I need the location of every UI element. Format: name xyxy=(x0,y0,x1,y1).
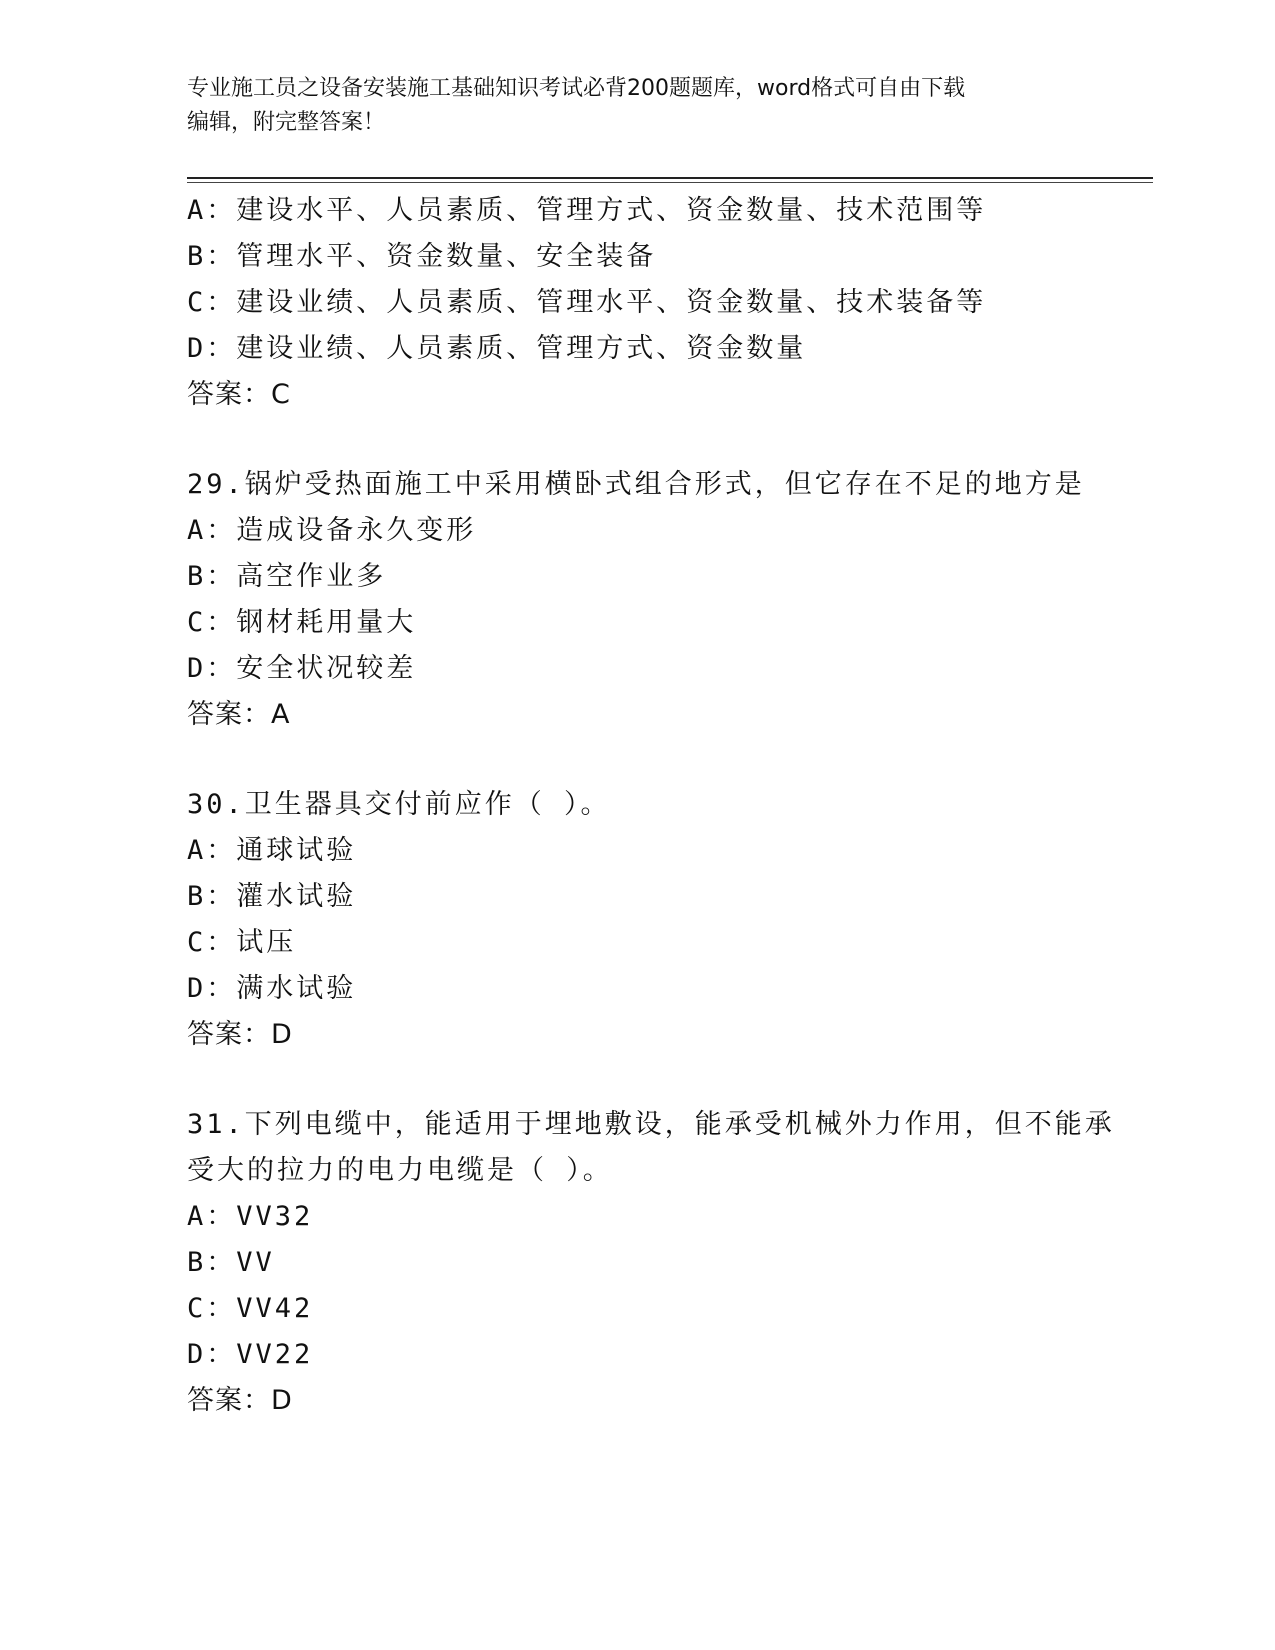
question-28 xyxy=(187,188,1087,418)
answer: 答案：C xyxy=(187,379,291,410)
option-b: B：高空作业多 xyxy=(187,561,387,592)
answer: 答案：A xyxy=(187,699,291,730)
option-a: A：造成设备永久变形 xyxy=(187,515,477,546)
question-text-line-2: 受大的拉力的电力电缆是（ ）。 xyxy=(187,1155,613,1186)
question-text: 29.锅炉受热面施工中采用横卧式组合形式，但它存在不足的地方是 xyxy=(187,469,1085,500)
question-text-line-1: 31.下列电缆中，能适用于埋地敷设，能承受机械外力作用，但不能承 xyxy=(187,1109,1115,1140)
document-header xyxy=(187,72,1087,140)
option-d: D：建设业绩、人员素质、管理方式、资金数量 xyxy=(187,333,807,364)
option-c: C：建设业绩、人员素质、管理水平、资金数量、技术装备等 xyxy=(187,287,987,318)
option-a: A：通球试验 xyxy=(187,835,357,866)
header-divider-thin xyxy=(187,182,1153,183)
option-a: A：VV32 xyxy=(187,1201,314,1232)
header-line-2: 编辑，附完整答案！ xyxy=(187,110,386,135)
option-a: A：建设水平、人员素质、管理方式、资金数量、技术范围等 xyxy=(187,195,987,226)
option-b: B：灌水试验 xyxy=(187,881,357,912)
option-c: C：VV42 xyxy=(187,1293,314,1324)
option-c: C：试压 xyxy=(187,927,297,958)
question-31 xyxy=(187,1102,1115,1424)
question-29 xyxy=(187,462,1087,738)
option-d: D：安全状况较差 xyxy=(187,653,417,684)
question-list xyxy=(187,188,1115,1424)
option-b: B：管理水平、资金数量、安全装备 xyxy=(187,241,657,272)
question-30 xyxy=(187,782,1087,1058)
answer: 答案：D xyxy=(187,1385,293,1416)
option-d: D：满水试验 xyxy=(187,973,357,1004)
option-b: B：VV xyxy=(187,1247,275,1278)
header-line-1: 专业施工员之设备安装施工基础知识考试必背200题题库，word格式可自由下载 xyxy=(187,76,966,101)
header-divider xyxy=(187,177,1153,179)
option-c: C：钢材耗用量大 xyxy=(187,607,417,638)
question-text: 30.卫生器具交付前应作（ ）。 xyxy=(187,789,611,820)
answer: 答案：D xyxy=(187,1019,293,1050)
option-d: D：VV22 xyxy=(187,1339,314,1370)
